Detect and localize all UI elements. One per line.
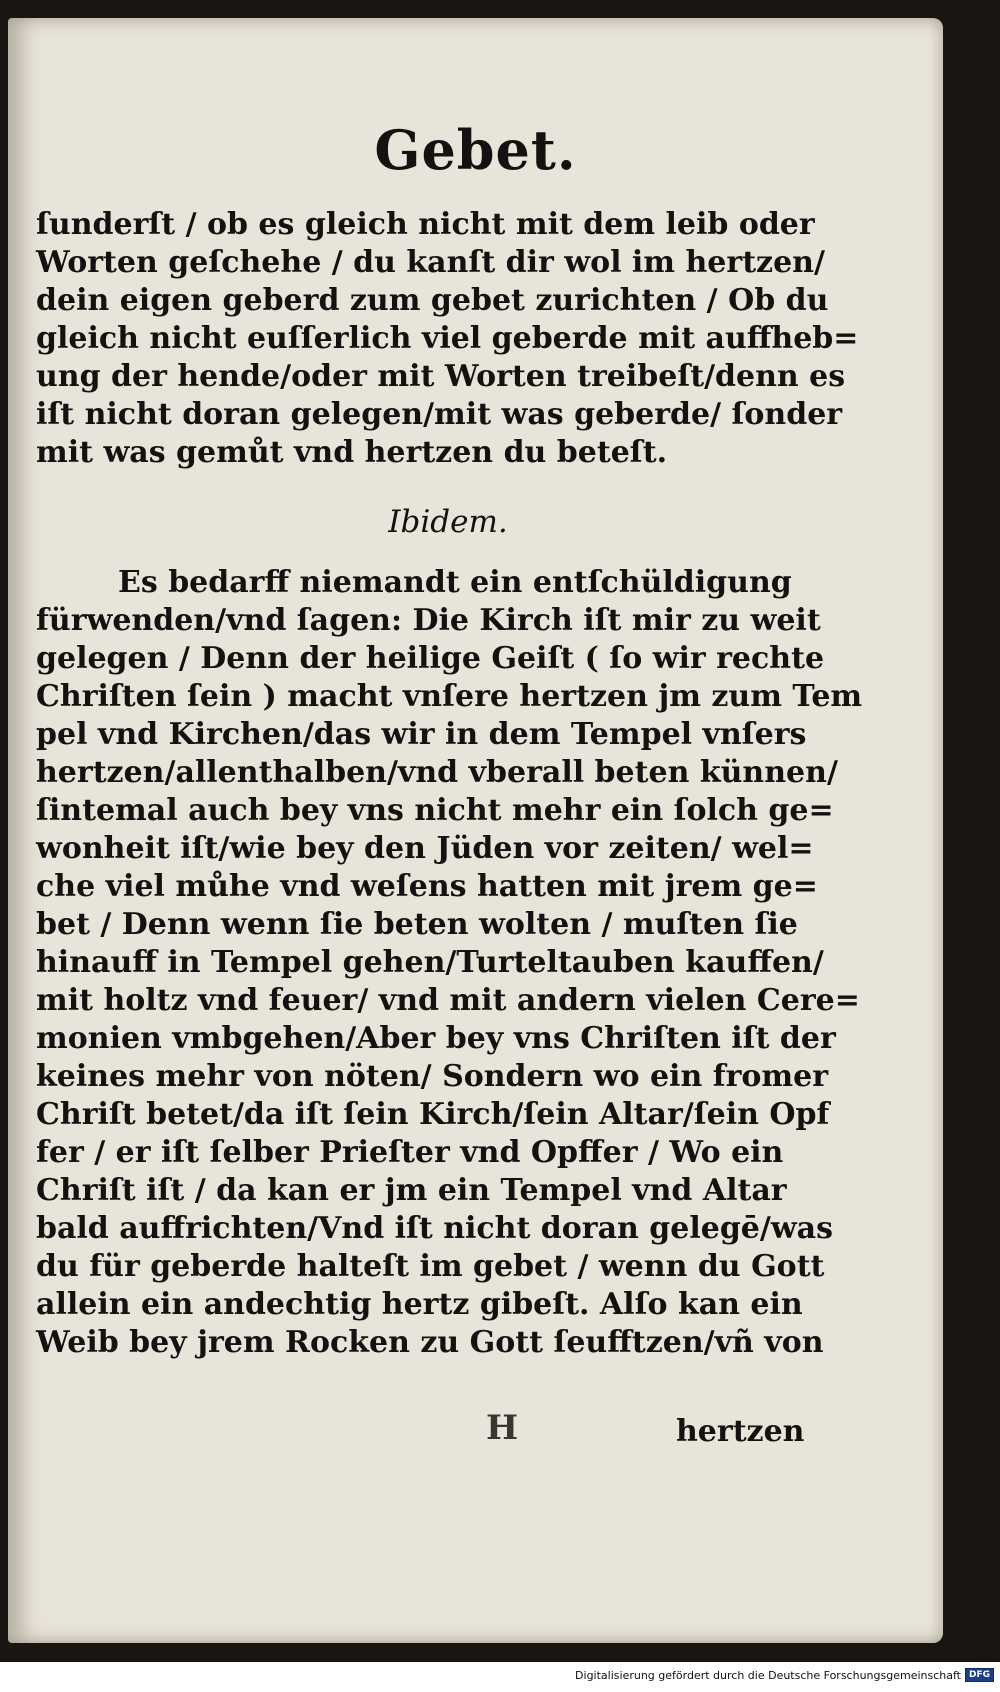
- text-line: bald auffrichten/Vnd iſt nicht doran gelegē/was: [36, 1211, 834, 1246]
- text-line: hertzen/allenthalben/vnd vberall beten künnen/: [36, 755, 838, 790]
- text-line: gelegen / Denn der heilige Geiſt ( ſo wir rechte: [36, 641, 825, 676]
- page-header: Gebet.: [374, 118, 577, 182]
- text-line: fürwenden/vnd ſagen: Die Kirch iſt mir zu weit: [36, 603, 821, 638]
- text-line: Worten geſchehe / du kanſt dir wol im hertzen/: [36, 245, 825, 280]
- paragraph-2: [36, 564, 863, 1362]
- digitization-credit: [575, 1668, 994, 1682]
- catchword: hertzen: [676, 1414, 805, 1449]
- signature-mark: H: [486, 1408, 519, 1448]
- text-line: Es bedarff niemandt ein entſchüldigung: [118, 565, 792, 600]
- text-line: dein eigen geberd zum gebet zurichten / Ob du: [36, 283, 829, 318]
- text-line: pel vnd Kirchen/das wir in dem Tempel vnſers: [36, 717, 807, 752]
- text-line: ſintemal auch bey vns nicht mehr ein ſolch ge=: [36, 793, 834, 828]
- text-line: fer / er iſt ſelber Prieſter vnd Opffer / Wo ein: [36, 1135, 784, 1170]
- paragraph-1: [36, 206, 859, 472]
- text-line: Chriſten ſein ) macht vnſere hertzen jm zum Tem: [36, 679, 863, 714]
- text-line: allein ein andechtig hertz gibeſt. Alſo kan ein: [36, 1287, 803, 1322]
- text-line: du für geberde halteſt im gebet / wenn du Gott: [36, 1249, 825, 1284]
- text-line: bet / Denn wenn ſie beten wolten / muſten ſie: [36, 907, 798, 942]
- page-footer: [8, 1408, 943, 1458]
- book-page: [8, 18, 943, 1643]
- text-line: Chriſt betet/da iſt ſein Kirch/ſein Altar/ſein Opf: [36, 1097, 830, 1132]
- text-line: Weib bey jrem Rocken zu Gott ſeufftzen/vñ von: [36, 1325, 824, 1360]
- text-line: mit was gemůt vnd hertzen du beteſt.: [36, 435, 668, 470]
- text-line: ung der hende/oder mit Worten treibeſt/denn es: [36, 359, 846, 394]
- subheading: Ibidem.: [388, 504, 508, 540]
- text-line: gleich nicht euſſerlich viel geberde mit auffheb=: [36, 321, 859, 356]
- text-line: mit holtz vnd feuer/ vnd mit andern vielen Cere=: [36, 983, 860, 1018]
- text-line: che viel můhe vnd weſens hatten mit jrem ge=: [36, 869, 818, 904]
- text-line: iſt nicht doran gelegen/mit was geberde/ ſonder: [36, 397, 843, 432]
- text-line: monien vmbgehen/Aber bey vns Chriſten iſt der: [36, 1021, 836, 1056]
- text-line: keines mehr von nöten/ Sondern wo ein fromer: [36, 1059, 829, 1094]
- text-line: Chriſt iſt / da kan er jm ein Tempel vnd Altar: [36, 1173, 787, 1208]
- credit-text: Digitalisierung gefördert durch die Deutsche Forschungsgemeinschaft: [575, 1668, 961, 1682]
- dfg-logo-icon: DFG: [965, 1668, 994, 1682]
- text-line: ſunderſt / ob es gleich nicht mit dem leib oder: [36, 207, 815, 242]
- text-line: wonheit iſt/wie bey den Jüden vor zeiten/ wel=: [36, 831, 814, 866]
- text-line: hinauff in Tempel gehen/Turteltauben kauffen/: [36, 945, 824, 980]
